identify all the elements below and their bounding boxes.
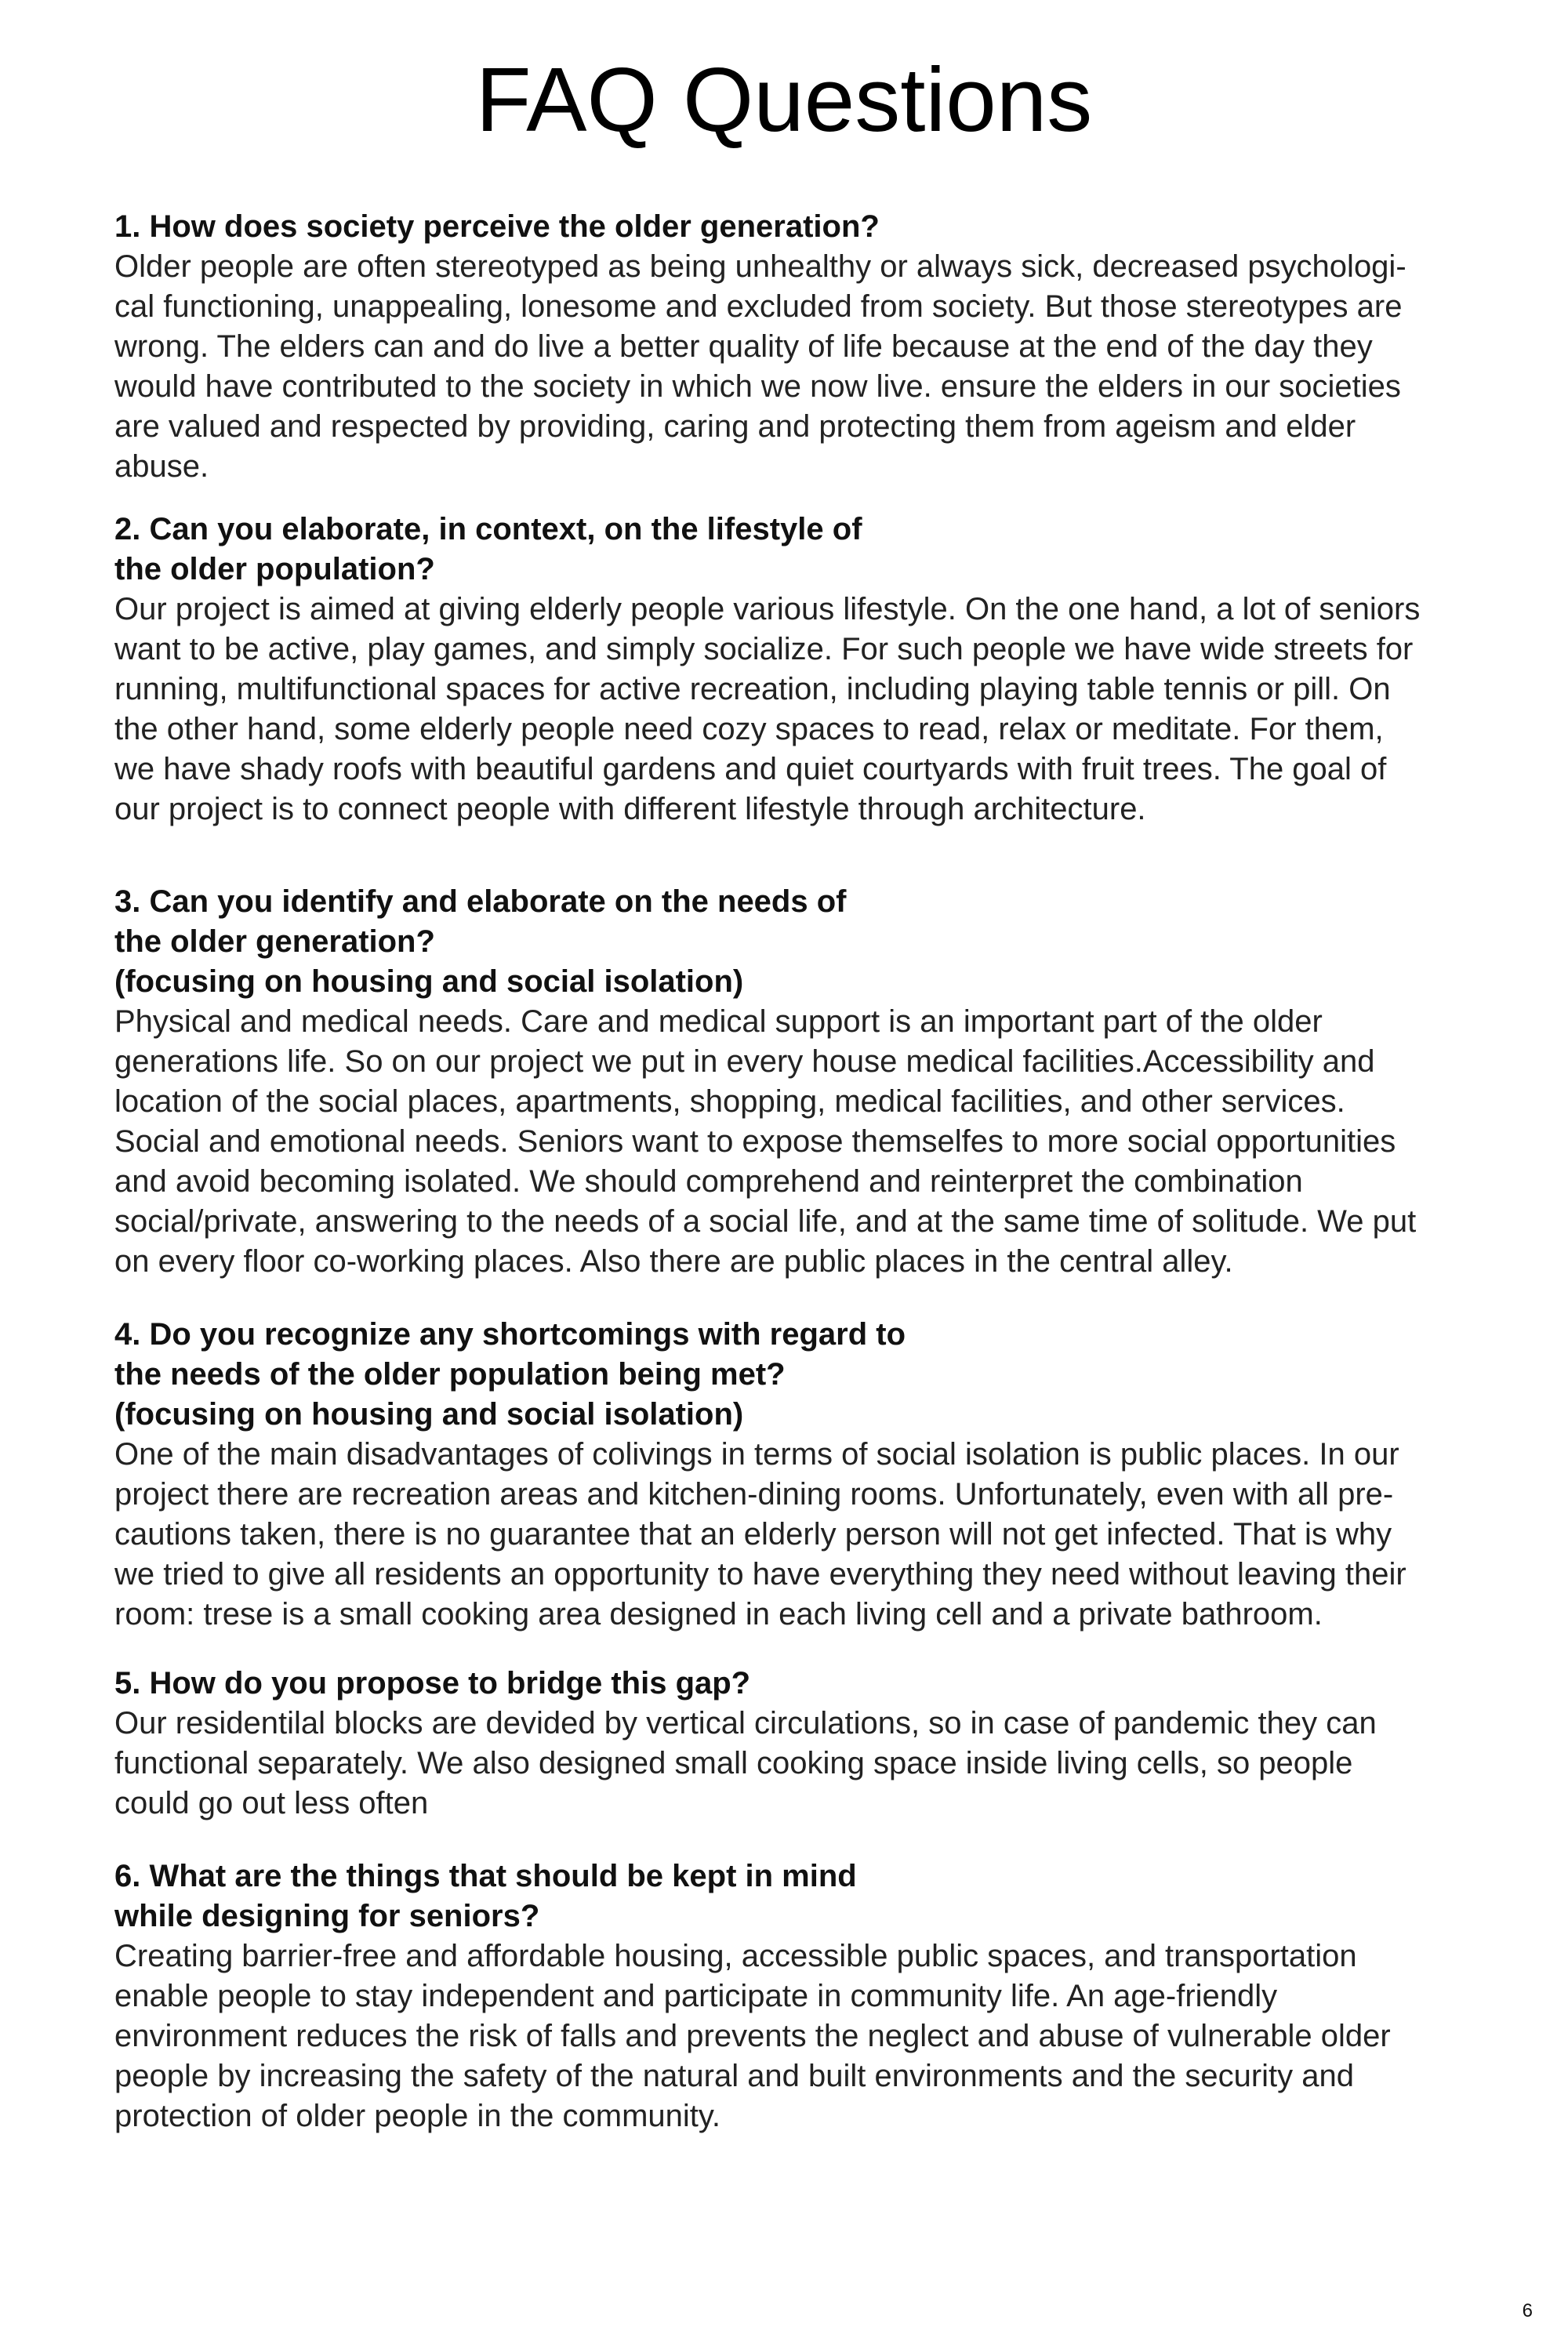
page-number: 6 bbox=[1522, 2300, 1533, 2321]
faq-item-3 bbox=[114, 882, 1463, 1282]
faq-question-2: 2. Can you elaborate, in context, on the lifestyle of the older population? bbox=[114, 512, 862, 586]
faq-answer-6: Creating barrier-free and affordable housing, accessible public spaces, and transportation enable people to stay independent and participate in community life. An age-friendly environment reduces the risk of falls and prevents the neglect and abuse of vulnerable older people by increasing the safety of the natural and built environments and the security and protection of older people in the community. bbox=[114, 1939, 1391, 2133]
faq-question-1: 1. How does society perceive the older generation? bbox=[114, 209, 880, 244]
faq-answer-2: Our project is aimed at giving elderly people various lifestyle. On the one hand, a lot of seniors want to be active, play games, and simply socialize. For such people we have wide streets for running, multifunctional spaces for active recreation, including playing table tennis or pill. On the other hand, some elderly people need cozy spaces to read, relax or meditate. For them, we have shady roofs with beautiful gardens and quiet courtyards with fruit trees. The goal of our project is to connect people with different lifestyle through architecture. bbox=[114, 592, 1421, 826]
faq-item-5 bbox=[114, 1664, 1463, 1824]
faq-question-5: 5. How do you propose to bridge this gap? bbox=[114, 1666, 751, 1700]
faq-item-2 bbox=[114, 510, 1463, 829]
faq-answer-3: Physical and medical needs. Care and medical support is an important part of the older generations life. So on our project we put in every house medical facilities.Accessibility and location of the social places, apartments, shopping, medical facilities, and other services. Social and emotional needs. Seniors want to expose themselfes to more social opportunities and avoid becoming isolated. We should comprehend and reinterpret the combination social/private, answering to the needs of a social life, and at the same time of solitude. We put on every floor co-working places. Also there are public places in the central alley. bbox=[114, 1004, 1417, 1279]
page-title: FAQ Questions bbox=[475, 49, 1093, 151]
faq-question-6: 6. What are the things that should be kept in mind while designing for seniors? bbox=[114, 1859, 857, 1933]
faq-item-4 bbox=[114, 1315, 1463, 1635]
faq-question-3: 3. Can you identify and elaborate on the needs of the older generation? (focusing on housing and social isolation) bbox=[114, 884, 847, 999]
faq-question-4: 4. Do you recognize any shortcomings with regard to the needs of the older population being met? (focusing on housing and social isolation) bbox=[114, 1317, 906, 1432]
faq-answer-5: Our residentilal blocks are devided by vertical circulations, so in case of pandemic they can functional separately. We also designed small cooking space inside living cells, so people could go out less often bbox=[114, 1706, 1377, 1820]
faq-item-1 bbox=[114, 207, 1463, 487]
faq-item-6 bbox=[114, 1857, 1463, 2136]
faq-answer-4: One of the main disadvantages of colivings in terms of social isolation is public places. In our project there are recreation areas and kitchen-dining rooms. Unfortunately, even with all pre- cautions taken, there is no guarantee that an elderly person will not get infected. That is why we tried to give all residents an opportunity to have everything they need without leaving their room: trese is a small cooking area designed in each living cell and a private bathroom. bbox=[114, 1437, 1406, 1632]
faq-answer-1: Older people are often stereotyped as being unhealthy or always sick, decreased psychologi- cal functioning, unappealing, lonesome and excluded from society. But those stereotypes are wrong. The elders can and do live a better quality of life because at the end of the day they would have contributed to the society in which we now live. ensure the elders in our societies are valued and respected by providing, caring and protecting them from ageism and elder abuse. bbox=[114, 249, 1406, 484]
